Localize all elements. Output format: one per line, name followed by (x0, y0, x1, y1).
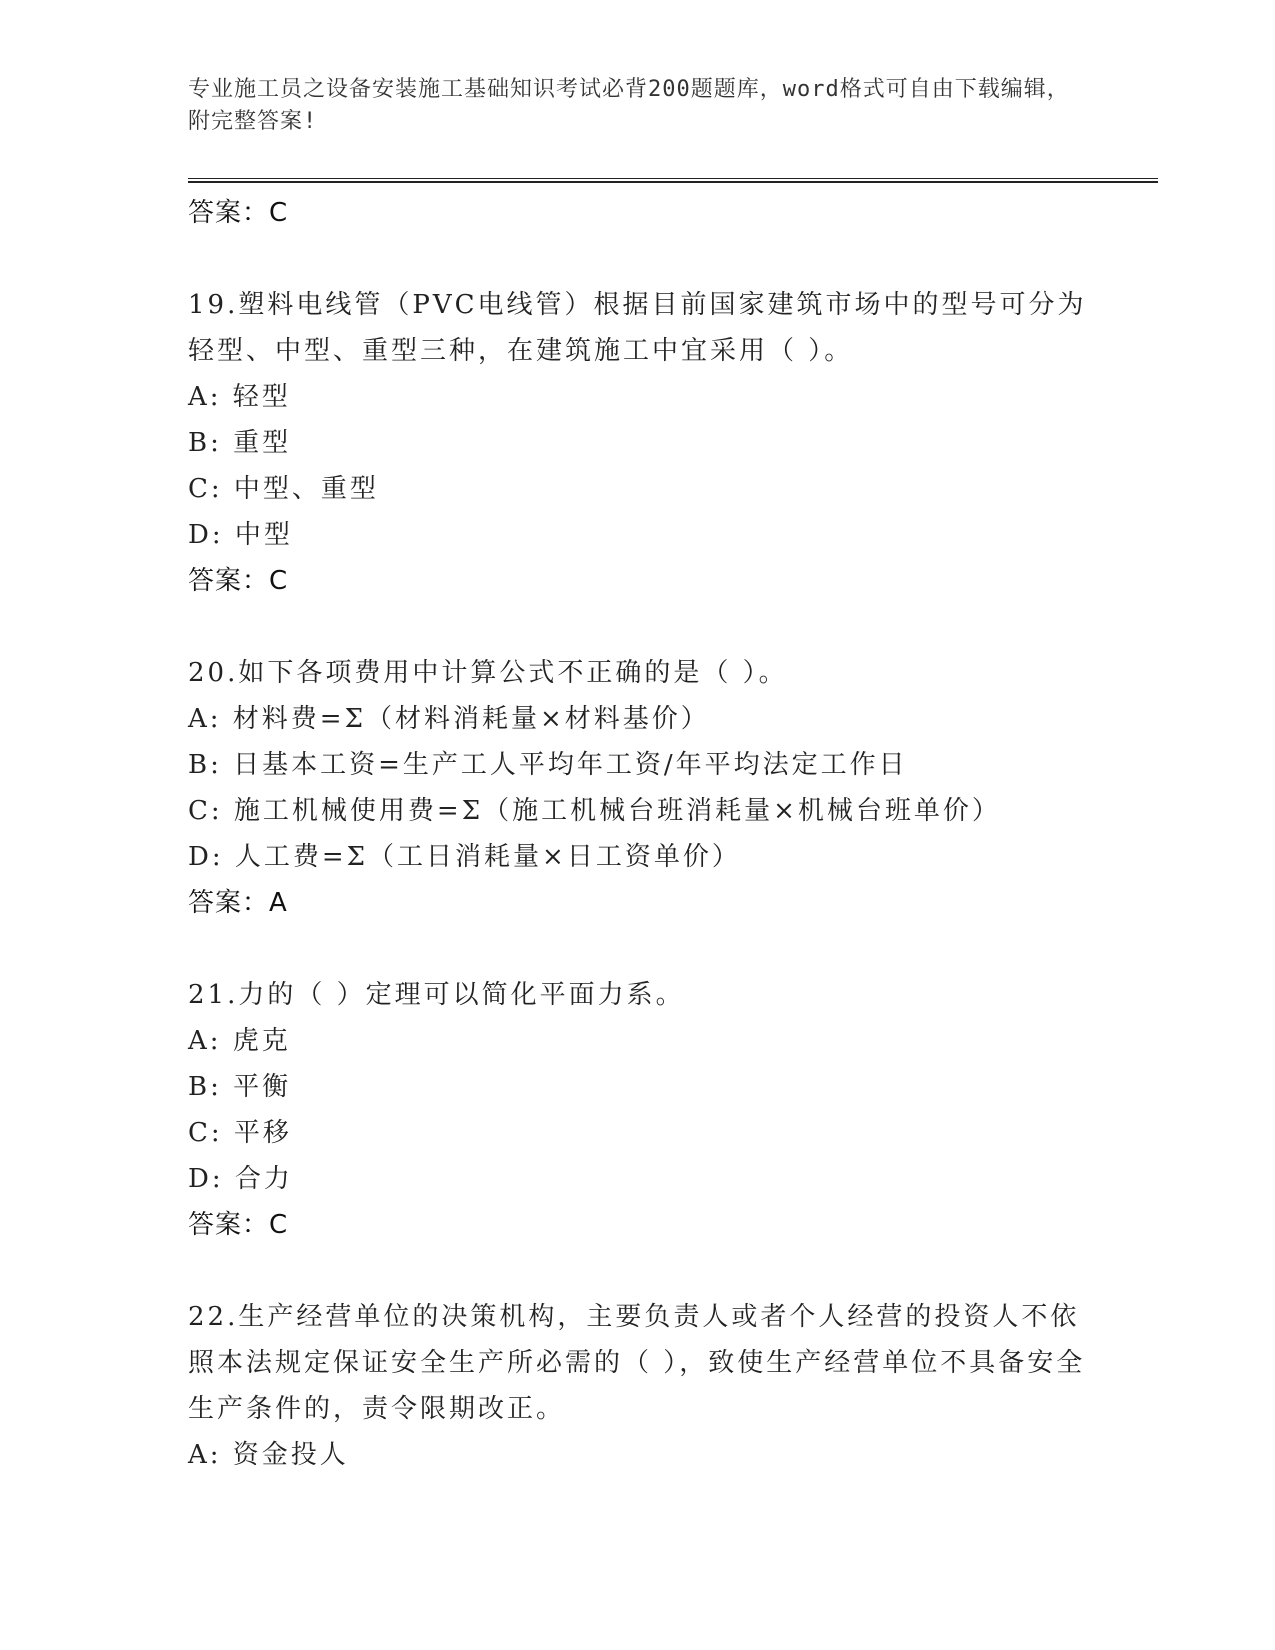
question-text: 21.力的（ ）定理可以简化平面力系。 (188, 980, 685, 1010)
question-text: 19.塑料电线管（PVC电线管）根据目前国家建筑市场中的型号可分为轻型、中型、重型三种，在建筑施工中宜采用（ ）。 (188, 290, 1087, 366)
answer-line: 答案：A (188, 888, 288, 918)
option-c: C: 中型、重型 (188, 474, 379, 504)
answer-line: 答案：C (188, 1210, 289, 1240)
spacer (188, 604, 1158, 650)
option-c: C: 平移 (188, 1118, 292, 1148)
question-list (188, 190, 1158, 1478)
option-d: D: 合力 (188, 1164, 293, 1194)
option-c: C: 施工机械使用费=Σ（施工机械台班消耗量×机械台班单价） (188, 796, 1001, 826)
header-divider (188, 178, 1158, 183)
question-item (188, 1294, 1158, 1478)
option-a: A: 虎克 (188, 1026, 291, 1056)
answer-line: 答案：C (188, 198, 289, 228)
option-b: B: 重型 (188, 428, 292, 458)
question-item (188, 972, 1158, 1248)
option-d: D: 中型 (188, 520, 293, 550)
option-a: A: 材料费=Σ（材料消耗量×材料基价） (188, 704, 710, 734)
question-item (188, 282, 1158, 604)
option-b: B: 日基本工资=生产工人平均年工资/年平均法定工作日 (188, 750, 908, 780)
spacer (188, 236, 1158, 282)
question-text: 20.如下各项费用中计算公式不正确的是（ ）。 (188, 658, 788, 688)
answer-line: 答案：C (188, 566, 289, 596)
document-page (188, 0, 1158, 1650)
question-text: 22.生产经营单位的决策机构，主要负责人或者个人经营的投资人不依照本法规定保证安全生产所必需的（ ），致使生产经营单位不具备安全生产条件的，责令限期改正。 (188, 1302, 1086, 1424)
option-a: A: 轻型 (188, 382, 291, 412)
option-a: A: 资金投人 (188, 1440, 349, 1470)
spacer (188, 1248, 1158, 1294)
option-d: D: 人工费=Σ（工日消耗量×日工资单价） (188, 842, 741, 872)
option-b: B: 平衡 (188, 1072, 292, 1102)
question-item (188, 650, 1158, 926)
document-header: 专业施工员之设备安装施工基础知识考试必背200题题库，word格式可自由下载编辑，附完整答案! (188, 77, 1070, 134)
spacer (188, 926, 1158, 972)
